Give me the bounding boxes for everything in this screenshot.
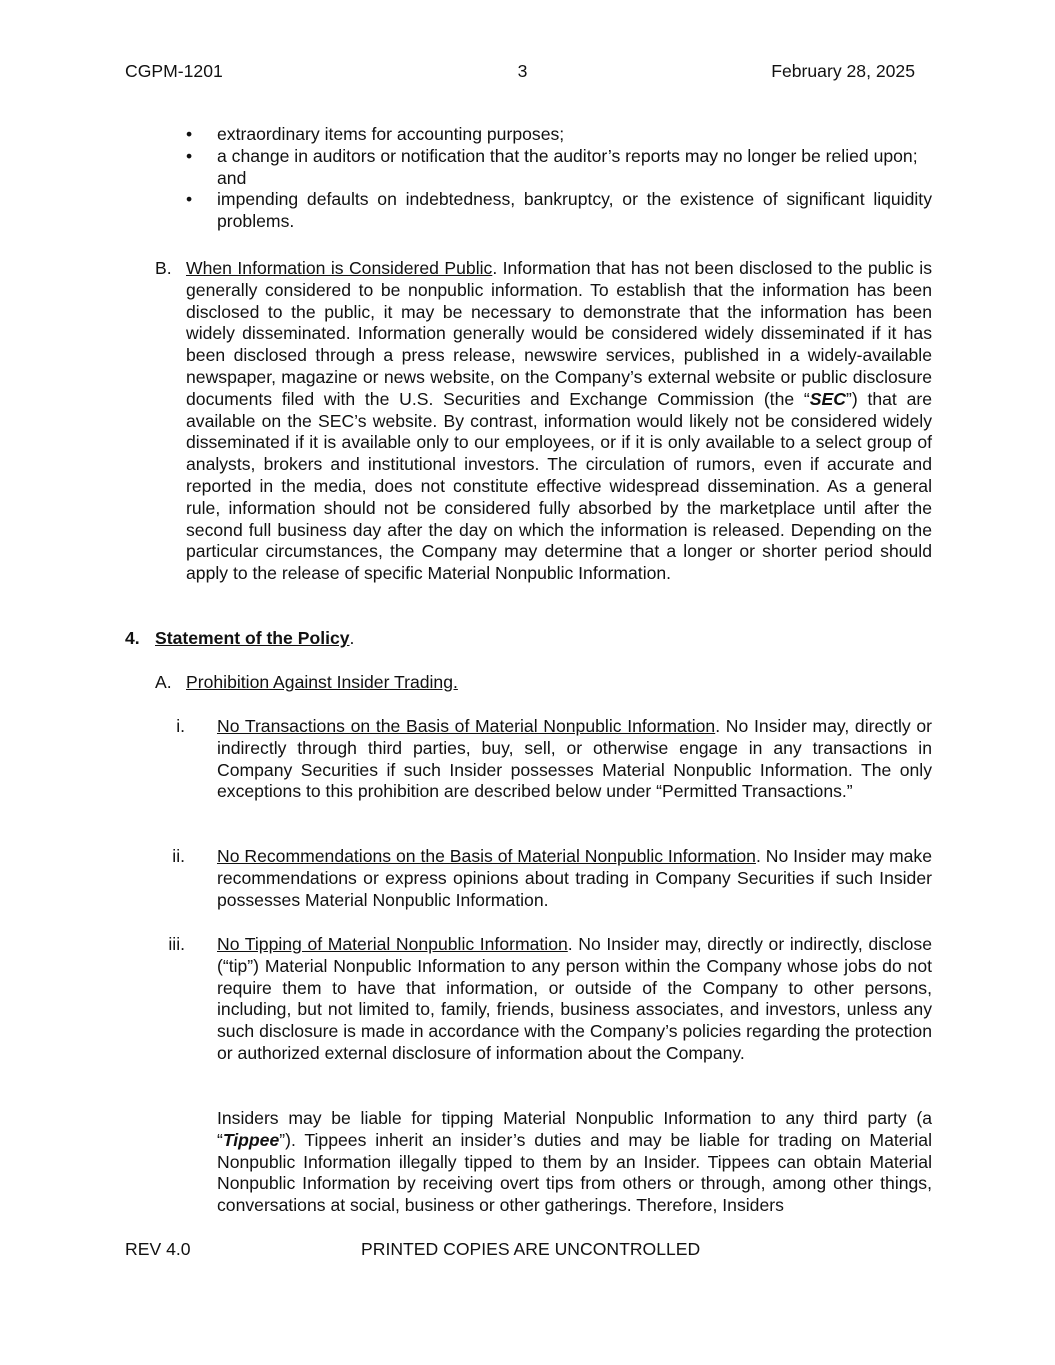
item-ii-label: ii.: [172, 846, 185, 866]
section-b-title: When Information is Considered Public: [186, 258, 493, 278]
section-b-label: B.: [155, 258, 172, 278]
list-item-text: a change in auditors or notification that the auditor’s reports may no longer be relied upon; and: [217, 145, 918, 188]
section-b-text: . Information that has not been disclosed to the public is generally considered to be nonpublic information. To establish that the information has been disclosed to the public, it may be necessary to demonstrate that the information has been widely disseminated. Information generally would be considered widely disseminated if it has been disclosed through a press release, newswire services, published in a widely-available newspaper, magazine or news website, on the Company’s external website or public disclosure documents filed with the U.S. Securities and Exchange Commission (the “: [186, 258, 932, 409]
item-iii-paragraph: [217, 934, 932, 1065]
bullet-icon: •: [186, 124, 193, 144]
item-i-text: . No Insider may, directly or indirectly through third parties, buy, sell, or otherwise engage in any transactions in Company Securities if such Insider possesses Material Nonpublic Information. The only exceptions to this prohibition are described below under “Permitted Transactions.”: [217, 716, 932, 802]
section-a-label: A.: [155, 672, 172, 692]
section-b-text-continued: ”) that are available on the SEC’s website. By contrast, information would likely not be considered widely disseminated if it is available only to our employees, or if it is only available to a select group of analysts, brokers and institutional investors. The circulation of rumors, even if accurate and reported in the media, does not constitute effective widespread dissemination. As a general rule, information should not be considered fully absorbed by the marketplace until after the second full business day after the day on which the information is released. Depending on the particular circumstances, the Company may determine that a longer or shorter period should apply to the release of specific Material Nonpublic Information.: [186, 388, 932, 584]
item-i-paragraph: [217, 716, 932, 803]
list-item-text: extraordinary items for accounting purposes;: [217, 124, 565, 144]
page-number: 3: [517, 61, 528, 81]
list-item-text: impending defaults on indebtedness, bankruptcy, or the existence of significant liquidity problems.: [217, 189, 932, 232]
item-ii-paragraph: [217, 846, 932, 911]
defined-term-tippee: Tippee: [222, 1129, 280, 1150]
section-4-title-suffix: .: [349, 628, 355, 648]
item-ii-title: No Recommendations on the Basis of Material Nonpublic Information: [217, 846, 756, 866]
section-4-number: 4.: [125, 628, 140, 648]
item-iii-label: iii.: [168, 934, 185, 954]
item-iii-title: No Tipping of Material Nonpublic Information: [217, 934, 568, 954]
item-i-title: No Transactions on the Basis of Material Nonpublic Information: [217, 716, 716, 736]
bullet-icon: •: [186, 189, 193, 210]
bullet-list: [186, 124, 932, 233]
bullet-icon: •: [186, 145, 193, 166]
list-item: [186, 189, 932, 233]
section-a-title: Prohibition Against Insider Trading.: [186, 672, 458, 692]
section-4-title: Statement of the Policy: [155, 628, 350, 648]
item-i-label: i.: [176, 716, 185, 736]
list-item: [186, 124, 932, 146]
item-iii-text: . No Insider may, directly or indirectly, disclose (“tip”) Material Nonpublic Information to any person within the Company whose jobs do not require them to have that information, or outside of the Company to other persons, including, but not limited to, family, friends, business associates, and investors, unless any such disclosure is made in accordance with the Company’s policies regarding the protection or authorized external disclosure of information about the Company.: [217, 934, 932, 1063]
section-b-paragraph: [186, 258, 932, 585]
item-iii-p2-text: Insiders may be liable for tipping Material Nonpublic Information to any third party (a “: [217, 1108, 932, 1150]
revision-label: REV 4.0: [125, 1239, 191, 1259]
item-ii-text: . No Insider may make recommendations or express opinions about trading in Company Securities if such Insider possesses Material Nonpublic Information.: [217, 846, 933, 910]
defined-term-sec: SEC: [809, 388, 846, 409]
list-item: [186, 146, 932, 190]
item-iii-p2-text-continued: ”). Tippees inherit an insider’s duties and may be liable for trading on Material Nonpublic Information illegally tipped to them by an Insider. Tippees can obtain Material Nonpublic Information by receiving overt tips from others or through, among other things, conversations at social, business or other gatherings. Therefore, Insiders: [217, 1129, 932, 1216]
document-id: CGPM-1201: [125, 61, 223, 81]
section-4-heading: [155, 628, 354, 650]
uncontrolled-notice: PRINTED COPIES ARE UNCONTROLLED: [361, 1239, 701, 1259]
item-iii-paragraph-2: [217, 1108, 932, 1217]
document-date: February 28, 2025: [771, 61, 915, 81]
